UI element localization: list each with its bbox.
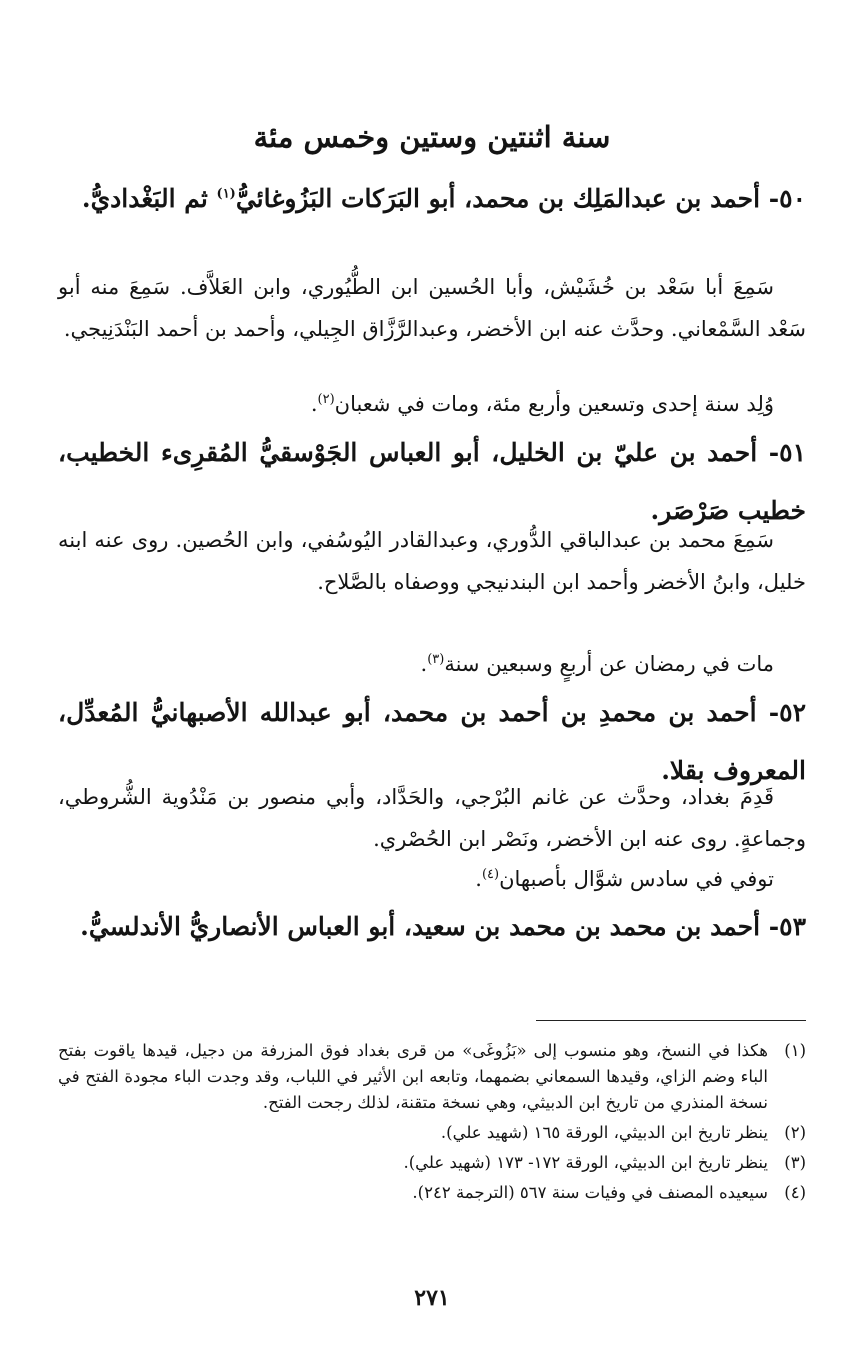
footnote-text: ينظر تاريخ ابن الدبيثي، الورقة ١٧٢- ١٧٣ (شهيد علي). <box>403 1153 768 1172</box>
entry-heading-51: ٥١- أحمد بن عليّ بن الخليل، أبو العباس الجَوْسقيُّ المُقرِىء الخطيب، خطيب صَرْصَر. <box>58 438 806 525</box>
entry-heading-tail: ثم البَغْداديُّ. <box>81 184 217 213</box>
entry-death-text: مات في رمضان عن أربعٍ وسبعين سنة <box>444 652 774 676</box>
footnote-3 <box>58 1150 806 1176</box>
footnote-number: (٤) <box>784 1183 806 1202</box>
footnote-separator <box>536 1020 806 1021</box>
footnote-text: هكذا في النسخ، وهو منسوب إلى «بَزُوغَى» من قرى بغداد فوق المزرفة من دجيل، قيدها ياقوت بفتح الباء وضم الزاي، وقيدها السمعاني بضمهما، وتابعه ابن الأثير في اللباب، وقد وجدت الباء مجودة الفتح في نسخة المنذري من تاريخ ابن الدبيثي، وهي نسخة متقنة، لذلك رجحت الفتح. <box>58 1041 768 1112</box>
entry-death-text: توفي في سادس شوَّال بأصبهان <box>499 867 774 891</box>
entry-death-text: وُلِد سنة إحدى وتسعين وأربع مئة، ومات في شعبان <box>334 392 774 416</box>
entry-body-50: سَمِعَ أبا سَعْد بن خُشَيْش، وأبا الحُسين ابن الطُّيُوري، وابن العَلاَّف. سَمِعَ منه أبو سَعْد السَّمْعاني. وحدَّث عنه ابن الأخضر، وعبدالرَّزَّاق الجِيلي، وأحمد بن أحمد البَنْدَنِيجي. <box>58 275 806 341</box>
entry-body-51: سَمِعَ محمد بن عبدالباقي الدُّوري، وعبدالقادر اليُوسُفي، وابن الحُصين. روى عنه ابنه خليل، وابنُ الأخضر وأحمد ابن البندنيجي ووصفاه بالصَّلاح. <box>58 528 806 594</box>
footnote-ref[interactable]: (٤) <box>481 867 500 882</box>
footnote-1 <box>58 1038 806 1116</box>
entry-heading-50 <box>58 170 806 228</box>
footnote-ref[interactable]: (٢) <box>317 392 335 407</box>
footnote-2 <box>58 1120 806 1146</box>
page-number: ٢٧١ <box>414 1285 450 1311</box>
entry-death-50 <box>58 383 806 425</box>
entry-death-tail: . <box>420 652 428 676</box>
page-title: سنة اثنتين وستين وخمس مئة <box>253 120 611 155</box>
book-page <box>58 0 806 1371</box>
entry-death-52 <box>58 858 806 900</box>
entry-death-tail: . <box>475 867 482 891</box>
footnote-number: (٢) <box>784 1123 806 1142</box>
entry-heading-53: ٥٣- أحمد بن محمد بن محمد بن سعيد، أبو العباس الأنصاريُّ الأندلسيُّ. <box>80 912 806 941</box>
entry-heading-52: ٥٢- أحمد بن محمدِ بن أحمد بن محمد، أبو عبدالله الأصبهانيُّ المُعدِّل، المعروف بقلا. <box>58 698 806 785</box>
footnote-ref[interactable]: (٣) <box>427 652 445 667</box>
entry-heading-text: ٥٠- أحمد بن عبدالمَلِك بن محمد، أبو البَرَكات البَزُوغائيُّ <box>235 184 806 213</box>
footnote-4 <box>58 1180 806 1206</box>
footnote-number: (١) <box>784 1041 806 1060</box>
footnote-text: سيعيده المصنف في وفيات سنة ٥٦٧ (الترجمة ٢٤٢). <box>412 1183 768 1202</box>
footnotes <box>58 1038 806 1210</box>
footnote-text: ينظر تاريخ ابن الدبيثي، الورقة ١٦٥ (شهيد علي). <box>440 1123 768 1142</box>
footnote-number: (٣) <box>784 1153 806 1172</box>
footnote-ref[interactable]: (١) <box>216 186 236 202</box>
entry-death-51 <box>58 643 806 685</box>
entry-death-tail: . <box>310 392 318 416</box>
entry-body-52: قَدِمَ بغداد، وحدَّث عن غانم البُرْجي، والحَدَّاد، وأبي منصور بن مَنْدُوية الشُّروطي، وجماعةٍ. روى عنه ابن الأخضر، ونَصْر ابن الحُصْري. <box>58 785 806 851</box>
